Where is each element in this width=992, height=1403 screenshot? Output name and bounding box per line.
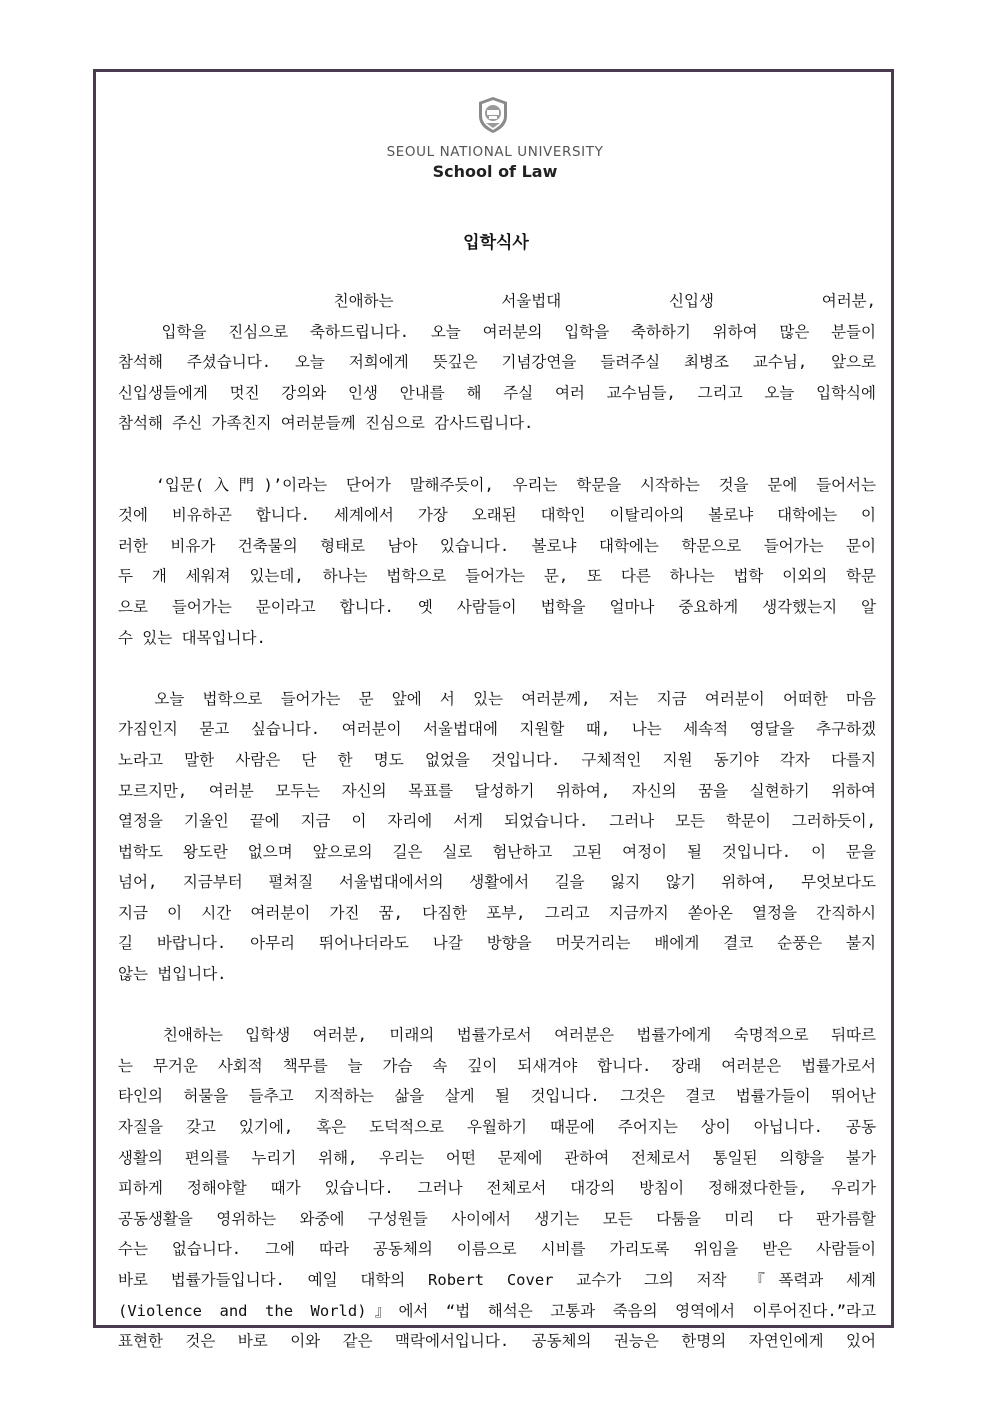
text-line: 길 바랍니다. 아무리 뛰어나더라도 나갈 방향을 머뭇거리는 배에게 결코 순풍은 불지: [118, 934, 876, 953]
snu-emblem-icon: [477, 96, 509, 134]
text-line: 참석해 주셨습니다. 오늘 저희에게 뜻깊은 기념강연을 들려주실 최병조 교수님, 앞으로: [118, 353, 876, 372]
text-line: 는 무거운 사회적 책무를 늘 가슴 속 깊이 되새겨야 합니다. 장래 여러분은 법률가로서: [118, 1056, 876, 1075]
text-line: 것에 비유하곤 합니다. 세계에서 가장 오래된 대학인 이탈리아의 볼로냐 대학에는 이: [118, 506, 876, 525]
text-line: 두 개 세워져 있는데, 하나는 법학으로 들어가는 문, 또 다른 하나는 법학 이외의 학문: [118, 567, 876, 586]
school-name: School of Law: [432, 162, 558, 181]
text-line: 입학을 진심으로 축하드립니다. 오늘 여러분의 입학을 축하하기 위하여 많은 분들이: [118, 322, 876, 341]
paragraph-gap: [118, 990, 876, 1021]
text-line: 피하게 정해야할 때가 있습니다. 그러나 전체로서 대강의 방침이 정해졌다한들, 우리가: [118, 1179, 876, 1198]
text-line: 수 있는 대목입니다.: [118, 628, 266, 647]
text-line: 열정을 기울인 끝에 지금 이 자리에 서게 되었습니다. 그러나 모든 학문이 그러하듯이,: [118, 812, 876, 831]
text-line: 자질을 갖고 있기에, 혹은 도덕적으로 우월하기 때문에 주어지는 상이 아닙니다. 공동: [118, 1118, 876, 1137]
paragraph-gap: [118, 439, 876, 470]
text-line: 러한 비유가 건축물의 형태로 남아 있습니다. 볼로냐 대학에는 학문으로 들어가는 문이: [118, 536, 876, 555]
speech-body: [118, 286, 876, 1357]
text-line: (Violence and the World)』에서 “법 해석은 고통과 죽음의 영역에서 이루어진다.”라고: [118, 1301, 876, 1320]
text-line: 오늘 법학으로 들어가는 문 앞에 서 있는 여러분께, 저는 지금 여러분이 어떠한 마음: [118, 689, 876, 708]
text-line: 으로 들어가는 문이라고 합니다. 옛 사람들이 법학을 얼마나 중요하게 생각했는지 알: [118, 597, 876, 616]
text-line: 신입생들에게 멋진 강의와 인생 안내를 해 주실 여러 교수님들, 그리고 오늘 입학식에: [118, 383, 876, 402]
text-line: 표현한 것은 바로 이와 같은 맥락에서입니다. 공동체의 권능은 한명의 자연인에게 있어: [118, 1332, 876, 1351]
text-line: 수는 없습니다. 그에 따라 공동체의 이름으로 시비를 가리도록 위임을 받은 사람들이: [118, 1240, 876, 1259]
text-line: 지금 이 시간 여러분이 가진 꿈, 다짐한 포부, 그리고 지금까지 쏟아온 열정을 간직하시: [118, 903, 876, 922]
text-line: 생활의 편의를 누리기 위해, 우리는 어떤 문제에 관하여 전체로서 통일된 의향을 불가: [118, 1148, 876, 1167]
text-line: 모르지만, 여러분 모두는 자신의 목표를 달성하기 위하여, 자신의 꿈을 실현하기 위하여: [118, 781, 876, 800]
text-line: 않는 법입니다.: [118, 965, 227, 984]
text-line: 타인의 허물을 들추고 지적하는 삶을 살게 될 것입니다. 그것은 결코 법률가들이 뛰어난: [118, 1087, 876, 1106]
paragraph: [118, 286, 876, 439]
text-line: 바로 법률가들입니다. 예일 대학의 Robert Cover 교수가 그의 저작 『폭력과 세계: [118, 1271, 876, 1289]
paragraph: [118, 684, 876, 990]
text-line: 노라고 말한 사람은 단 한 명도 없었을 것입니다. 구체적인 지원 동기야 각자 다를지: [118, 750, 876, 769]
text-line: 친애하는 서울법대 신입생 여러분,: [118, 292, 876, 310]
text-line: 넘어, 지금부터 펼쳐질 서울법대에서의 생활에서 길을 잃지 않기 위하여, 무엇보다도: [118, 873, 876, 892]
text-line: ‘입문(入門)’이라는 단어가 말해주듯이, 우리는 학문을 시작하는 것을 문에 들어서는: [118, 475, 876, 494]
school-logo: [376, 92, 614, 188]
paragraph: [118, 1020, 876, 1357]
text-line: 참석해 주신 가족친지 여러분들께 진심으로 감사드립니다.: [118, 414, 534, 433]
text-line: 가짐인지 묻고 싶습니다. 여러분이 서울법대에 지원할 때, 나는 세속적 영달을 추구하겠: [118, 720, 876, 739]
text-line: 법학도 왕도란 없으며 앞으로의 길은 실로 험난하고 고된 여정이 될 것입니다. 이 문을: [118, 842, 876, 861]
text-line: 공동생활을 영위하는 와중에 구성원들 사이에서 생기는 모든 다툼을 미리 다 판가름할: [118, 1209, 876, 1228]
page-title: 입학식사: [463, 233, 529, 253]
text-line: 친애하는 입학생 여러분, 미래의 법률가로서 여러분은 법률가에게 숙명적으로 뒤따르: [118, 1026, 876, 1045]
paragraph: [118, 470, 876, 654]
paragraph-gap: [118, 653, 876, 684]
university-name: SEOUL NATIONAL UNIVERSITY: [386, 144, 604, 160]
